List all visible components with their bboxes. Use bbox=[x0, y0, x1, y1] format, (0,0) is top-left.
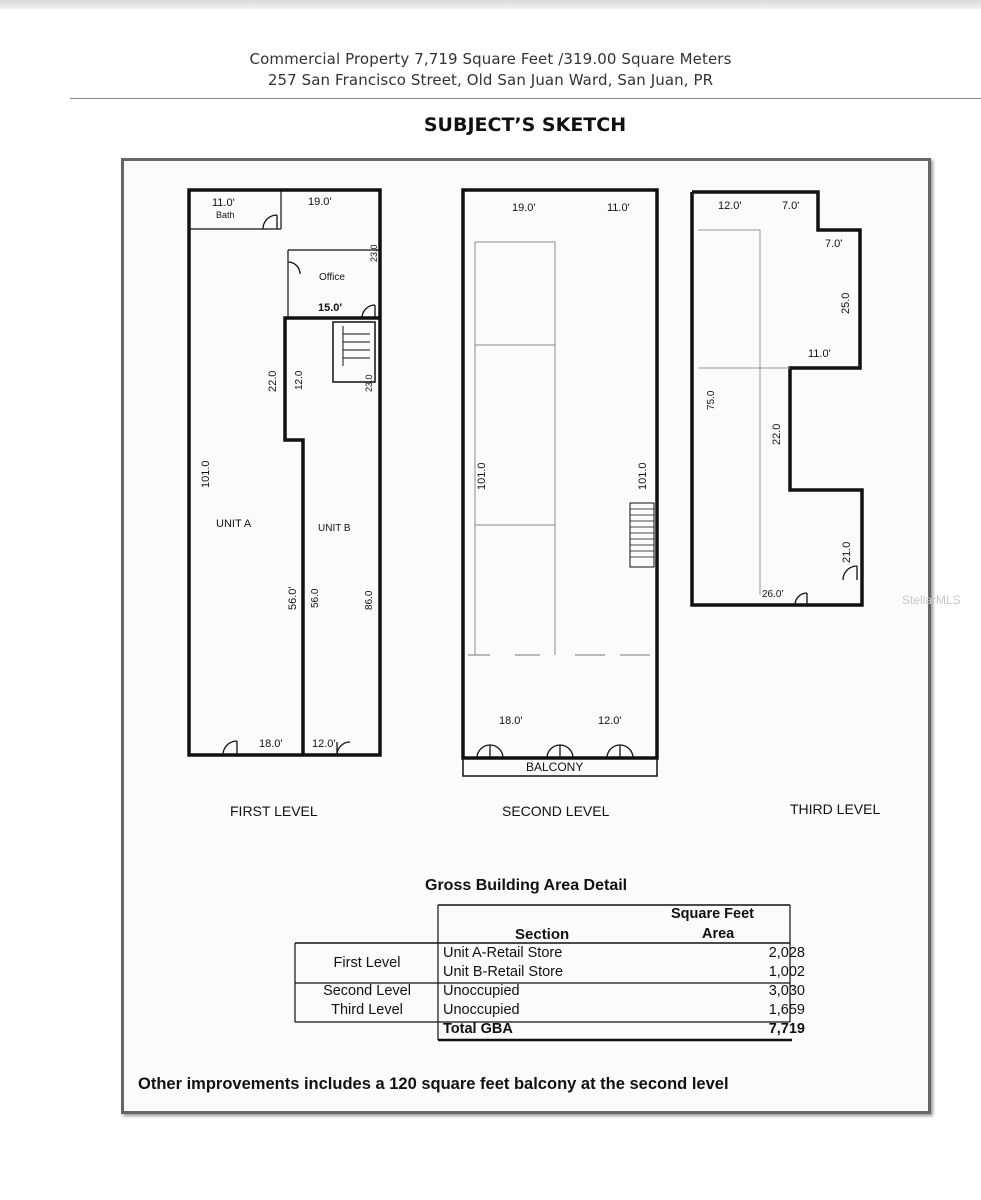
first-level-plan bbox=[189, 190, 380, 755]
tl-dim-25: 25.0 bbox=[840, 292, 852, 314]
second-level-plan bbox=[463, 190, 657, 776]
improvements-note: Other improvements includes a 120 square feet balcony at the second level bbox=[138, 1075, 729, 1093]
gba-section: Unoccupied bbox=[443, 1002, 520, 1018]
sl-dim-101a: 101.0 bbox=[476, 462, 488, 490]
fl-dim-56a: 56.0' bbox=[287, 586, 299, 610]
header-line-2: 257 San Francisco Street, Old San Juan Ward, San Juan, PR bbox=[267, 71, 714, 89]
fl-dim-office-depth: 23.0 bbox=[369, 244, 379, 262]
gba-area: 3,030 bbox=[768, 983, 805, 999]
tl-dim-7b: 7.0' bbox=[825, 238, 843, 250]
gba-level-first: First Level bbox=[333, 954, 401, 971]
tl-dim-26: 26.0' bbox=[762, 589, 784, 600]
gba-area: 1,659 bbox=[768, 1002, 805, 1018]
table-row bbox=[295, 1001, 809, 1020]
sl-dim-19: 19.0' bbox=[512, 202, 536, 214]
gba-total-label: Total GBA bbox=[443, 1021, 513, 1037]
second-level-label: SECOND LEVEL bbox=[502, 803, 610, 819]
third-level-label: THIRD LEVEL bbox=[790, 801, 881, 817]
gba-title: Gross Building Area Detail bbox=[425, 877, 628, 894]
header-line-1: Commercial Property 7,719 Square Feet /319.00 Square Meters bbox=[249, 50, 732, 68]
tl-dim-75: 75.0 bbox=[706, 390, 717, 410]
fl-room-unit-b: UNIT B bbox=[318, 523, 351, 534]
fl-dim-12: 12.0 bbox=[294, 370, 305, 390]
gba-area: 2,028 bbox=[768, 945, 805, 961]
fl-room-unit-a: UNIT A bbox=[216, 518, 252, 530]
stellarmls-watermark: StellarMLS bbox=[902, 593, 961, 607]
first-level-label: FIRST LEVEL bbox=[230, 803, 318, 819]
gba-table bbox=[295, 944, 809, 1039]
gba-head-area-1: Square Feet bbox=[671, 906, 754, 922]
table-row-total bbox=[295, 1020, 809, 1039]
fl-dim-101: 101.0 bbox=[200, 460, 212, 488]
gba-total-area: 7,719 bbox=[768, 1021, 805, 1037]
fl-dim-12-bottom: 12.0' bbox=[312, 738, 336, 750]
third-level-plan bbox=[692, 192, 862, 605]
sl-dim-12: 12.0' bbox=[598, 715, 622, 727]
gba-area: 1,002 bbox=[768, 964, 805, 980]
fl-dim-stair: 23.0 bbox=[364, 374, 374, 392]
fl-dim-office-width: 15.0' bbox=[318, 302, 343, 314]
table-row bbox=[295, 944, 809, 963]
fl-dim-top-right: 19.0' bbox=[308, 196, 332, 208]
gba-head-area-2: Area bbox=[702, 926, 735, 942]
sl-dim-18: 18.0' bbox=[499, 715, 523, 727]
fl-dim-86: 86.0 bbox=[364, 590, 375, 610]
sl-dim-101b: 101.0 bbox=[637, 462, 649, 490]
fl-room-office: Office bbox=[319, 272, 345, 283]
fl-room-bath: Bath bbox=[216, 210, 235, 220]
page-title: SUBJECT’S SKETCH bbox=[423, 114, 627, 136]
gba-section: Unoccupied bbox=[443, 983, 520, 999]
fl-dim-22: 22.0 bbox=[267, 370, 279, 392]
fl-dim-18: 18.0' bbox=[259, 738, 283, 750]
tl-dim-7a: 7.0' bbox=[782, 200, 800, 212]
tl-dim-12: 12.0' bbox=[718, 200, 742, 212]
tl-dim-22: 22.0 bbox=[771, 423, 783, 445]
fl-dim-bath-width: 11.0' bbox=[212, 197, 235, 209]
gba-level-second: Second Level bbox=[323, 983, 411, 999]
fl-dim-56b: 56.0 bbox=[310, 588, 321, 608]
gba-section: Unit A-Retail Store bbox=[443, 945, 563, 961]
gba-section: Unit B-Retail Store bbox=[443, 964, 564, 980]
tl-dim-21: 21.0 bbox=[841, 541, 853, 563]
gba-level-third: Third Level bbox=[331, 1002, 403, 1018]
gba-head-section: Section bbox=[515, 926, 570, 943]
balcony-label: BALCONY bbox=[526, 760, 584, 774]
sl-dim-11: 11.0' bbox=[607, 202, 630, 214]
table-row bbox=[295, 982, 809, 1001]
tl-dim-11: 11.0' bbox=[808, 348, 831, 360]
